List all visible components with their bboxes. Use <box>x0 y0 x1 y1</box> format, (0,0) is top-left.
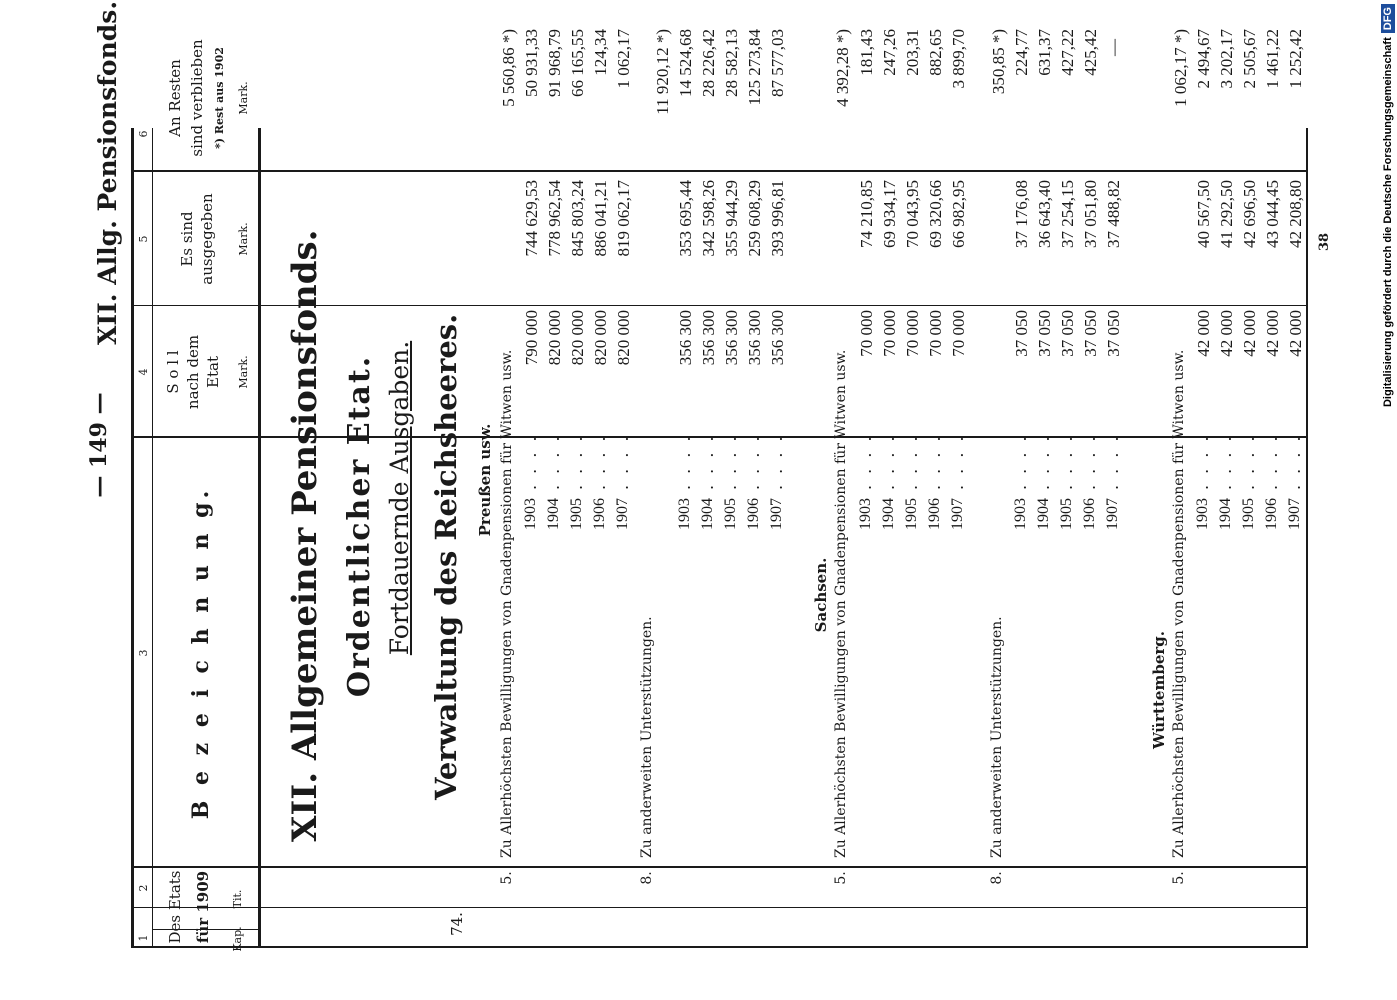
ausgegeben-cell: 43 044,45 <box>1263 180 1282 248</box>
reste-cell: 247,26 <box>880 29 899 76</box>
year-cell: 1903 <box>1012 498 1029 530</box>
section-heading-sachsen: Sachsen. <box>812 557 830 633</box>
table-bottom-rule <box>1306 128 1308 948</box>
leader-dots: . . . . <box>1080 433 1099 490</box>
soll-cell: 70 000 <box>926 310 945 357</box>
leader-dots: . . . . <box>544 433 563 490</box>
leader-dots: . . . . <box>1193 433 1212 490</box>
col12-header-line1: Des Etats <box>166 870 184 944</box>
tit-header: Tit. <box>231 889 244 909</box>
soll-cell: 42 000 <box>1240 310 1259 357</box>
soll-cell: 37 050 <box>1012 310 1031 357</box>
year-cell: 1907 <box>1104 498 1121 530</box>
reste-cell: 1 062,17 <box>614 29 633 89</box>
colnum-6: 6 <box>137 130 150 138</box>
year-cell: 1905 <box>903 498 920 530</box>
year-cell: 1906 <box>1263 498 1280 530</box>
ausgegeben-cell: 42 208,80 <box>1286 180 1305 248</box>
leader-dots: . . . . <box>1103 433 1122 490</box>
col4-header-line2: nach dem <box>184 334 202 410</box>
leader-dots: . . . . <box>1239 433 1258 490</box>
leader-dots: . . . . <box>744 433 763 490</box>
reste-cell: 631,37 <box>1035 29 1054 76</box>
leader-dots: . . . . <box>1057 433 1076 490</box>
ausgegeben-cell: 37 488,82 <box>1104 180 1123 248</box>
year-cell: 1904 <box>699 498 716 530</box>
leader-dots: . . . . <box>879 433 898 490</box>
soll-cell: 70 000 <box>949 310 968 357</box>
ausgegeben-cell: 74 210,85 <box>857 180 876 248</box>
soll-cell: 37 050 <box>1035 310 1054 357</box>
leader-dots: . . . . <box>1034 433 1053 490</box>
reste-cell: 3 899,70 <box>949 29 968 89</box>
year-cell: 1906 <box>1081 498 1098 530</box>
ausgegeben-cell: 845 803,24 <box>568 180 587 257</box>
ausgegeben-cell: 353 695,44 <box>676 180 695 257</box>
reste-cell: 1 461,22 <box>1263 29 1282 89</box>
reste-cell: 28 226,42 <box>699 29 718 97</box>
item-text: Zu Allerhöchsten Bewilligungen von Gnadenpensionen für Witwen usw. <box>1171 349 1187 858</box>
reste-cell: 91 968,79 <box>545 29 564 97</box>
col4-header-line1: S o l l <box>164 350 182 394</box>
soll-cell: 356 300 <box>676 310 695 366</box>
year-cell: 1907 <box>949 498 966 530</box>
ausgegeben-cell: 69 320,66 <box>926 180 945 248</box>
col5-unit: Mark. <box>237 222 250 256</box>
soll-cell: 37 050 <box>1081 310 1100 357</box>
col6-header-line1: An Resten <box>166 59 184 137</box>
administration-title: Verwaltung des Reichsheeres. <box>429 313 463 800</box>
soll-cell: 37 050 <box>1104 310 1123 357</box>
reste-cell: 427,22 <box>1058 29 1077 76</box>
leader-dots: . . . . <box>1216 433 1235 490</box>
reste-cell: 181,43 <box>857 29 876 76</box>
col6-header-line2: sind verblieben <box>188 39 206 157</box>
reste-cell: 28 582,13 <box>722 29 741 97</box>
reste-cell: 882,65 <box>926 29 945 76</box>
reste-cell: 11 920,12 *) <box>653 29 672 115</box>
leader-dots: . . . . <box>948 433 967 490</box>
leader-dots: . . . . <box>902 433 921 490</box>
ausgegeben-cell: 40 567,50 <box>1194 180 1213 248</box>
soll-cell: 820 000 <box>614 310 633 366</box>
ausgegeben-cell: 37 051,80 <box>1081 180 1100 248</box>
ausgegeben-cell: 259 608,29 <box>745 180 764 257</box>
page-number: — 149 — <box>86 392 112 498</box>
ausgegeben-cell: 342 598,26 <box>699 180 718 257</box>
reste-cell: 124,34 <box>591 29 610 76</box>
soll-cell: 70 000 <box>880 310 899 357</box>
soll-cell: 37 050 <box>1058 310 1077 357</box>
ausgegeben-cell: 66 982,95 <box>949 180 968 248</box>
soll-cell: 820 000 <box>545 310 564 366</box>
titel-number: 5. <box>1171 871 1187 885</box>
soll-cell: 790 000 <box>522 310 541 366</box>
recurring-title: Fortdauernde Ausgaben. <box>385 340 414 656</box>
soll-cell: 42 000 <box>1194 310 1213 357</box>
year-cell: 1904 <box>880 498 897 530</box>
kap-header: Kap. <box>231 926 244 952</box>
year-cell: 1905 <box>722 498 739 530</box>
running-head: XII. Allg. Pensionsfonds. <box>93 0 122 345</box>
item-text: Zu anderweiten Unterstützungen. <box>989 616 1005 858</box>
year-cell: 1904 <box>545 498 562 530</box>
titel-number: 5. <box>833 871 849 885</box>
col12-header-line2: für 1909 <box>194 870 212 944</box>
leader-dots: . . . . <box>567 433 586 490</box>
signature-mark: 38 <box>1317 232 1332 252</box>
reste-cell: 350,85 *) <box>989 29 1008 95</box>
year-cell: 1907 <box>768 498 785 530</box>
leader-dots: . . . . <box>925 433 944 490</box>
soll-cell: 820 000 <box>568 310 587 366</box>
item-text: Zu Allerhöchsten Bewilligungen von Gnadenpensionen für Witwen usw. <box>833 349 849 858</box>
col5-header-line1: Es sind <box>178 211 196 267</box>
ausgegeben-cell: 393 996,81 <box>768 180 787 257</box>
leader-dots: . . . . <box>590 433 609 490</box>
reste-cell: 4 392,28 *) <box>833 29 852 107</box>
reste-cell: 2 494,67 <box>1194 29 1213 89</box>
colnum-3: 3 <box>137 649 150 657</box>
reste-cell: 5 560,86 *) <box>499 29 518 107</box>
col1-col2-rule <box>131 907 1308 908</box>
ausgegeben-cell: 37 176,08 <box>1012 180 1031 248</box>
item-text: Zu anderweiten Unterstützungen. <box>639 616 655 858</box>
col5-col6-rule <box>131 170 1308 172</box>
table-top-rule <box>131 128 134 948</box>
year-cell: 1906 <box>591 498 608 530</box>
digitization-note: Digitalisierung gefördert durch die Deutsche Forschungsgemeinschaft <box>1382 37 1394 408</box>
reste-cell: 425,42 <box>1081 29 1100 76</box>
reste-cell: 50 931,33 <box>522 29 541 97</box>
leader-dots: . . . . <box>1262 433 1281 490</box>
ausgegeben-cell: 37 254,15 <box>1058 180 1077 248</box>
col2-col3-rule <box>131 866 1308 868</box>
leader-dots: . . . . <box>521 433 540 490</box>
soll-cell: 42 000 <box>1263 310 1282 357</box>
leader-dots: . . . . <box>856 433 875 490</box>
header-bottom-rule <box>258 128 261 948</box>
table-left-rule <box>131 946 1308 948</box>
leader-dots: . . . . <box>721 433 740 490</box>
soll-cell: 356 300 <box>745 310 764 366</box>
col4-header-line3: Etat <box>204 356 222 388</box>
year-cell: 1905 <box>568 498 585 530</box>
reste-cell: — <box>1104 39 1123 56</box>
item-text: Zu Allerhöchsten Bewilligungen von Gnadenpensionen für Witwen usw. <box>499 349 515 858</box>
leader-dots: . . . . <box>1011 433 1030 490</box>
soll-cell: 820 000 <box>591 310 610 366</box>
reste-cell: 87 577,03 <box>768 29 787 97</box>
reste-cell: 3 202,17 <box>1217 29 1236 89</box>
col4-unit: Mark. <box>237 355 250 389</box>
reste-cell: 66 165,55 <box>568 29 587 97</box>
soll-cell: 356 300 <box>768 310 787 366</box>
ausgegeben-cell: 69 934,17 <box>880 180 899 248</box>
titel-number: 8. <box>989 871 1005 885</box>
bezeichnung-header: B e z e i c h n u n g. <box>188 486 214 820</box>
ausgegeben-cell: 36 643,40 <box>1035 180 1054 248</box>
year-cell: 1906 <box>745 498 762 530</box>
leader-dots: . . . . <box>698 433 717 490</box>
col6-unit: Mark. <box>237 81 250 115</box>
year-cell: 1903 <box>1194 498 1211 530</box>
reste-cell: 1 252,42 <box>1286 29 1305 89</box>
leader-dots: . . . . <box>675 433 694 490</box>
soll-cell: 70 000 <box>903 310 922 357</box>
year-cell: 1905 <box>1058 498 1075 530</box>
reste-cell: 14 524,68 <box>676 29 695 97</box>
ausgegeben-cell: 744 629,53 <box>522 180 541 257</box>
leader-dots: . . . . <box>613 433 632 490</box>
soll-cell: 356 300 <box>699 310 718 366</box>
reste-cell: 2 505,67 <box>1240 29 1259 89</box>
leader-dots: . . . . <box>1285 433 1304 490</box>
colnum-4: 4 <box>137 368 150 376</box>
dfg-logo: DFG <box>1381 4 1395 33</box>
year-cell: 1904 <box>1035 498 1052 530</box>
colnum-5: 5 <box>137 235 150 243</box>
soll-cell: 356 300 <box>722 310 741 366</box>
ordinary-title: Ordentlicher Etat. <box>342 354 377 698</box>
kapitel-number: 74. <box>448 912 466 936</box>
titel-number: 8. <box>639 871 655 885</box>
year-cell: 1905 <box>1240 498 1257 530</box>
ausgegeben-cell: 355 944,29 <box>722 180 741 257</box>
reste-cell: 224,77 <box>1012 29 1031 76</box>
colnum-2: 2 <box>137 884 150 892</box>
ausgegeben-cell: 41 292,50 <box>1217 180 1236 248</box>
reste-cell: 125 273,84 <box>745 29 764 106</box>
year-cell: 1903 <box>857 498 874 530</box>
digitization-note-strip <box>1381 4 1395 998</box>
soll-cell: 70 000 <box>857 310 876 357</box>
year-cell: 1906 <box>926 498 943 530</box>
year-cell: 1904 <box>1217 498 1234 530</box>
leader-dots: . . . . <box>767 433 786 490</box>
year-cell: 1903 <box>522 498 539 530</box>
year-cell: 1903 <box>676 498 693 530</box>
ausgegeben-cell: 778 962,54 <box>545 180 564 257</box>
section-heading-preussen: Preußen usw. <box>476 423 494 537</box>
ausgegeben-cell: 70 043,95 <box>903 180 922 248</box>
ausgegeben-cell: 42 696,50 <box>1240 180 1259 248</box>
reste-cell: 203,31 <box>903 29 922 76</box>
colnum-1: 1 <box>137 934 150 942</box>
reste-cell: 1 062,17 *) <box>1171 29 1190 107</box>
chapter-title: XII. Allgemeiner Pensionsfonds. <box>285 229 325 842</box>
titel-number: 5. <box>499 871 515 885</box>
col6-header-line3: *) Rest aus 1902 <box>213 47 226 149</box>
soll-cell: 42 000 <box>1217 310 1236 357</box>
year-cell: 1907 <box>614 498 631 530</box>
ausgegeben-cell: 819 062,17 <box>614 180 633 257</box>
soll-cell: 42 000 <box>1286 310 1305 357</box>
col5-header-line2: ausgegeben <box>198 193 216 285</box>
year-cell: 1907 <box>1286 498 1303 530</box>
section-heading-wuerttemberg: Württemberg. <box>1150 631 1168 749</box>
column-number-rule <box>152 128 153 948</box>
ausgegeben-cell: 886 041,21 <box>591 180 610 257</box>
